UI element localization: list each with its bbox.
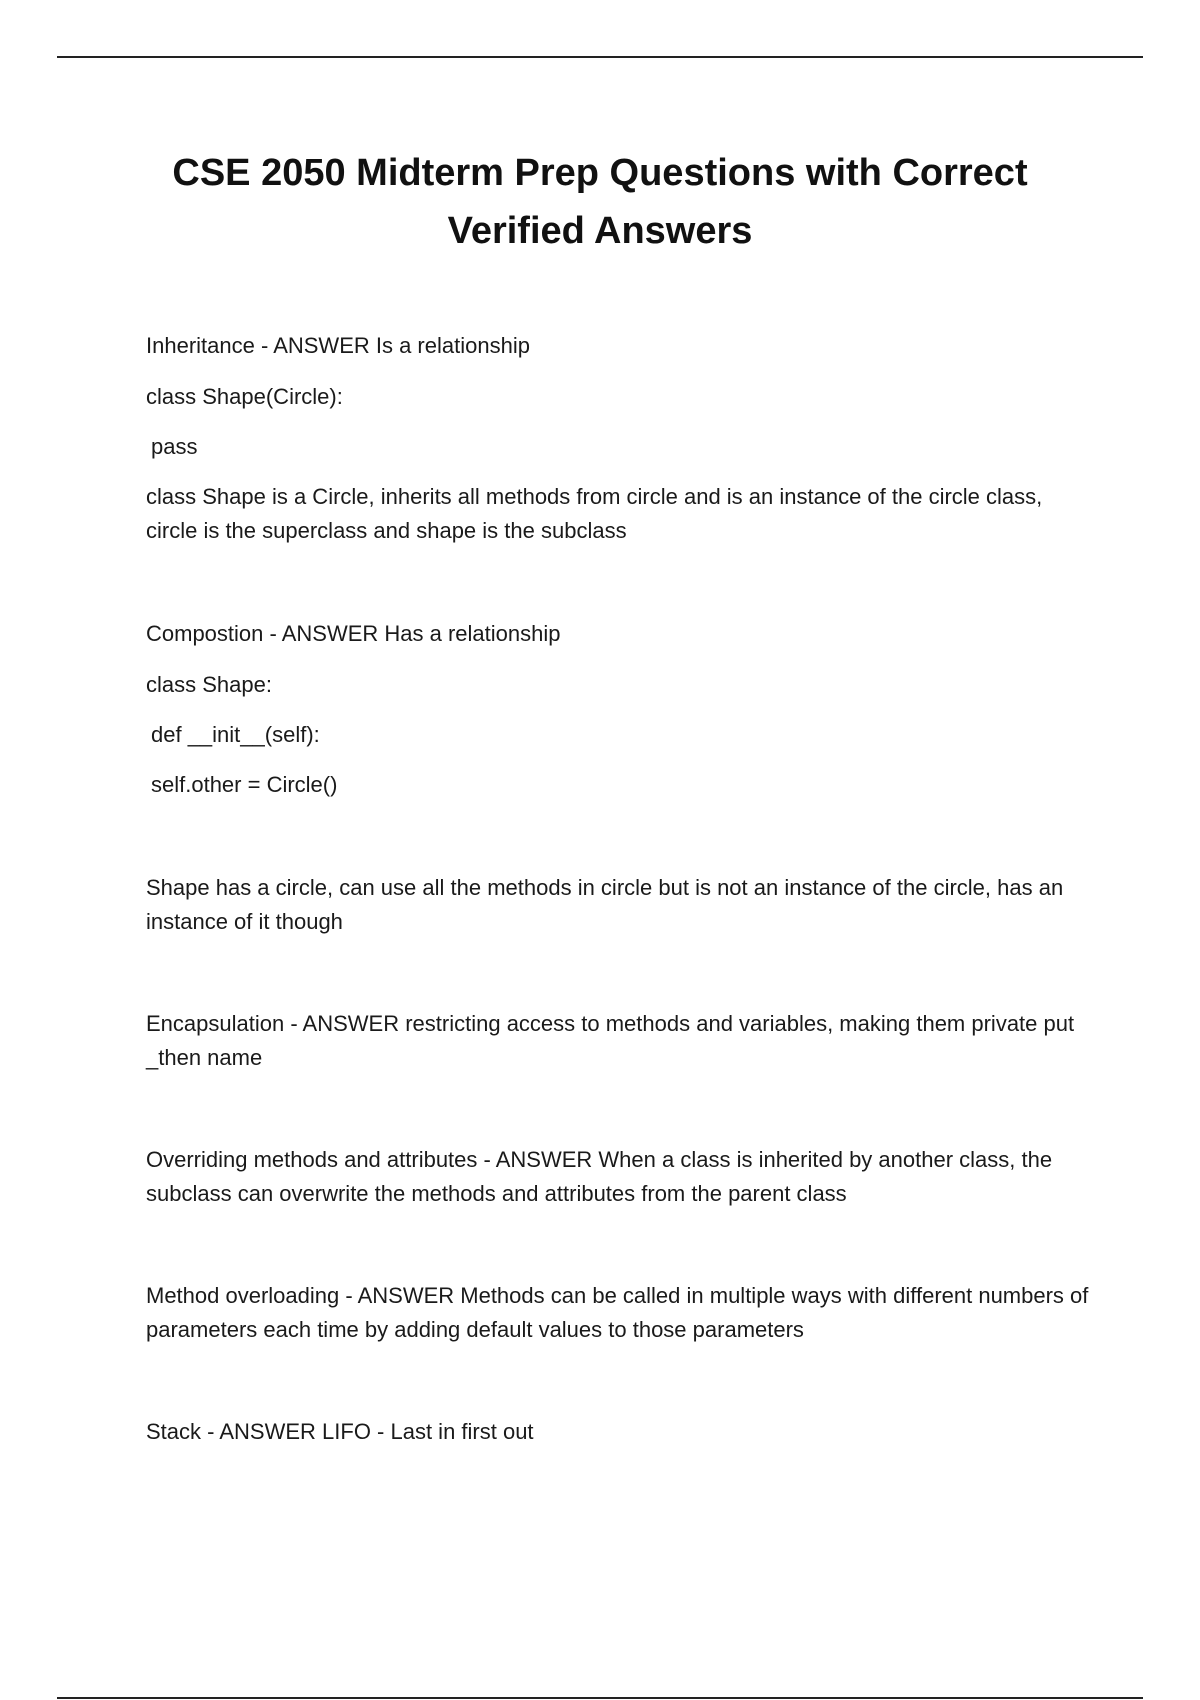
- bottom-divider: [57, 1697, 1143, 1699]
- inheritance-code-pass: pass: [151, 434, 198, 459]
- overriding-question: Overriding methods and attributes - ANSWER When a class is inherited by another class, the subclass can overwrite the methods and attributes from the parent class: [146, 1147, 1053, 1206]
- inheritance-explanation: class Shape is a Circle, inherits all methods from circle and is an instance of the circle class, circle is the superclass and shape is the subclass: [146, 484, 1043, 543]
- composition-code-init: def __init__(self):: [151, 722, 320, 747]
- composition-code-class: class Shape:: [146, 672, 272, 697]
- encapsulation-question: Encapsulation - ANSWER restricting access to methods and variables, making them private put _then name: [146, 1011, 1075, 1070]
- method-overloading-question: Method overloading - ANSWER Methods can be called in multiple ways with different numbers of parameters each time by adding default values to those parameters: [146, 1283, 1089, 1342]
- inheritance-code-class: class Shape(Circle):: [146, 384, 343, 409]
- composition-explanation: Shape has a circle, can use all the methods in circle but is not an instance of the circle, has an instance of it though: [146, 875, 1064, 934]
- composition-question: Compostion - ANSWER Has a relationship: [146, 621, 561, 646]
- inheritance-question: Inheritance - ANSWER Is a relationship: [146, 333, 530, 358]
- top-divider: [57, 56, 1143, 58]
- stack-question: Stack - ANSWER LIFO - Last in first out: [146, 1419, 534, 1444]
- document-title: CSE 2050 Midterm Prep Questions with Correct Verified Answers: [172, 152, 1028, 252]
- composition-code-attribute: self.other = Circle(): [151, 772, 338, 797]
